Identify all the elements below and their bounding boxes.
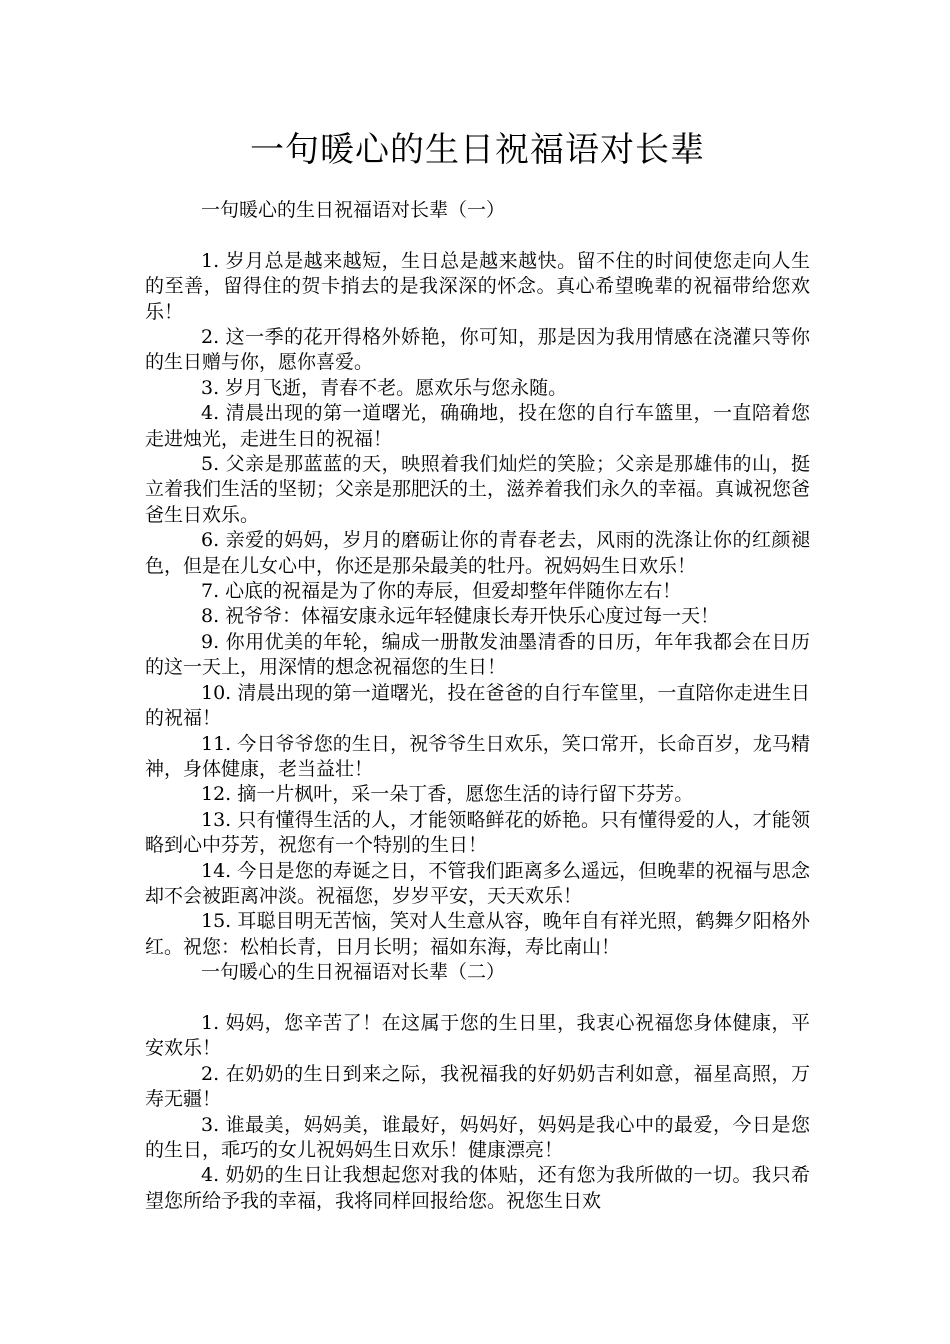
section-heading: 一句暖心的生日祝福语对长辈（二） — [201, 961, 506, 984]
list-item: 15. 耳聪目明无苦恼，笑对人生意从容，晚年自有祥光照，鹤舞夕阳格外红。祝您：松柏长青，日月长明；福如东海，寿比南山！ — [145, 910, 810, 958]
list-item: 8. 祝爷爷：体福安康永远年轻健康长寿开快乐心度过每一天！ — [201, 605, 720, 628]
list-item: 1. 岁月总是越来越短，生日总是越来越快。留不住的时间使您走向人生的至善，留得住的贺卡捎去的是我深深的怀念。真心希望晚辈的祝福带给您欢乐！ — [145, 249, 810, 323]
section-heading: 一句暖心的生日祝福语对长辈（一） — [201, 199, 506, 221]
list-item: 12. 摘一片枫叶，采一朵丁香，愿您生活的诗行留下芬芳。 — [201, 783, 694, 806]
list-item: 13. 只有懂得生活的人，才能领略鲜花的娇艳。只有懂得爱的人，才能领略到心中芬芳，祝您有一个特别的生日！ — [145, 808, 810, 857]
list-item: 5. 父亲是那蓝蓝的天，映照着我们灿烂的笑脸；父亲是那雄伟的山，挺立着我们生活的坚韧；父亲是那肥沃的土，滋养着我们永久的幸福。真诚祝您爸爸生日欢乐。 — [145, 453, 811, 526]
list-item: 11. 今日爷爷您的生日，祝爷爷生日欢乐，笑口常开，长命百岁，龙马精神，身体健康，老当益壮！ — [145, 732, 810, 780]
document-title: 一句暖心的生日祝福语对长辈 — [250, 130, 705, 170]
blank-line — [145, 223, 810, 248]
list-item: 2. 这一季的花开得格外娇艳，你可知，那是因为我用情感在浇灌只等你的生日赠与你，愿你喜爱。 — [145, 326, 810, 374]
blank-line — [145, 986, 810, 1011]
list-item: 3. 岁月飞逝，青春不老。愿欢乐与您永随。 — [201, 376, 568, 399]
list-item: 1. 妈妈，您辛苦了！在这属于您的生日里，我衷心祝福您身体健康，平安欢乐！ — [145, 1011, 810, 1060]
list-item: 14. 今日是您的寿诞之日，不管我们距离多么遥远，但晚辈的祝福与思念却不会被距离冲淡。祝福您，岁岁平安，天天欢乐！ — [145, 859, 810, 907]
list-item: 6. 亲爱的妈妈，岁月的磨砺让你的青春老去，风雨的洗涤让你的红颜褪色，但是在儿女心中，你还是那朵最美的牡丹。祝妈妈生日欢乐！ — [145, 529, 810, 577]
list-item: 10. 清晨出现的第一道曙光，投在爸爸的自行车筐里，一直陪你走进生日的祝福！ — [145, 681, 810, 730]
list-item: 2. 在奶奶的生日到来之际，我祝福我的好奶奶吉利如意，福星高照，万寿无疆！ — [145, 1062, 810, 1111]
list-item: 9. 你用优美的年轮，编成一册散发油墨清香的日历，年年我都会在日历的这一天上，用深情的想念祝福您的生日！ — [145, 630, 810, 679]
list-item: 3. 谁最美，妈妈美，谁最好，妈妈好，妈妈是我心中的最爱，今日是您的生日，乖巧的女儿祝妈妈生日欢乐！健康漂亮！ — [145, 1113, 810, 1161]
document-body — [145, 198, 810, 1214]
list-item: 7. 心底的祝福是为了你的寿辰，但爱却整年伴随你左右！ — [201, 580, 682, 603]
list-item: 4. 清晨出现的第一道曙光，确确地，投在您的自行车篮里，一直陪着您走进烛光，走进生日的祝福！ — [145, 402, 810, 450]
list-item: 4. 奶奶的生日让我想起您对我的体贴，还有您为我所做的一切。我只希望您所给予我的幸福，我将同样回报给您。祝您生日欢 — [145, 1164, 810, 1212]
